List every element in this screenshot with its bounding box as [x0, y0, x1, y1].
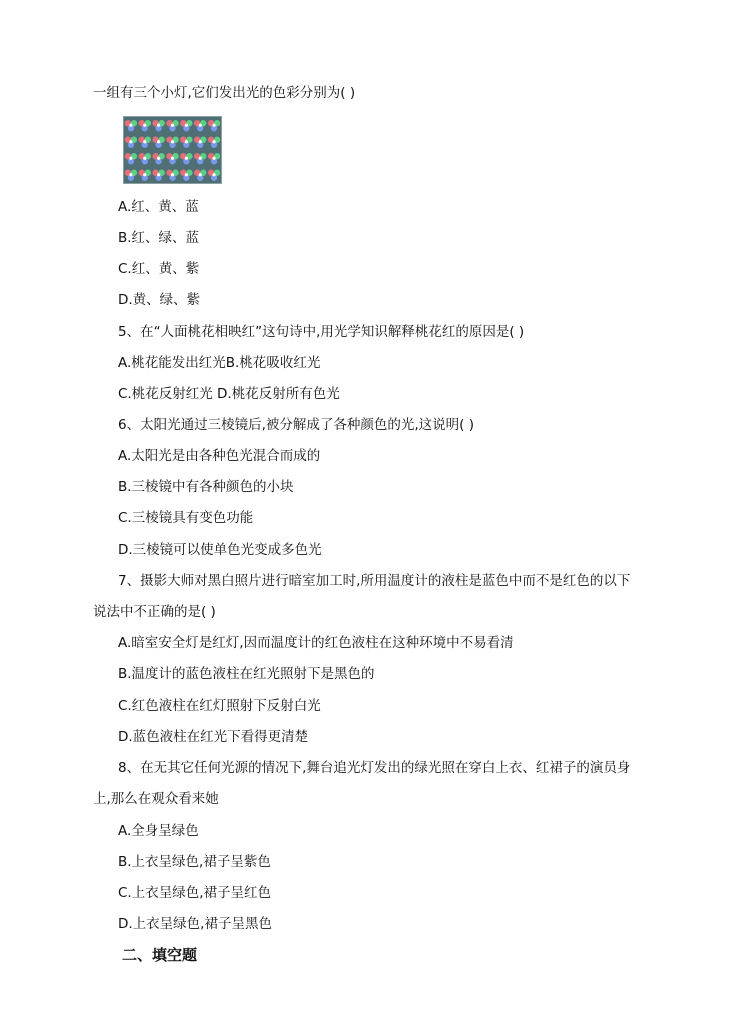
light-core — [157, 157, 160, 160]
q8-option-a: A.全身呈绿色 — [118, 823, 199, 839]
q5-options-ab: A.桃花能发出红光B.桃花吸收红光 — [118, 355, 321, 371]
light-core — [185, 173, 188, 176]
light-core — [171, 140, 174, 143]
q6-option-a: A.太阳光是由各种色光混合而成的 — [118, 448, 321, 464]
light-core — [129, 124, 132, 127]
q7-option-c: C.红色液柱在红灯照射下反射白光 — [118, 698, 321, 714]
q7-option-d: D.蓝色液柱在红光下看得更清楚 — [118, 729, 309, 745]
q6-stem: 6、太阳光通过三棱镜后,被分解成了各种颜色的光,这说明( ) — [118, 417, 474, 433]
q8-stem-line-2: 上,那么在观众看来她 — [93, 791, 219, 807]
light-core — [157, 124, 160, 127]
light-core — [199, 173, 202, 176]
light-core — [143, 140, 146, 143]
q7-option-b: B.温度计的蓝色液柱在红光照射下是黑色的 — [118, 666, 375, 682]
light-core — [143, 124, 146, 127]
q4-option-d: D.黄、绿、紫 — [118, 292, 201, 308]
q5-options-cd: C.桃花反射红光 D.桃花反射所有色光 — [118, 386, 340, 402]
light-core — [212, 157, 215, 160]
q7-option-a: A.暗室安全灯是红灯,因而温度计的红色液柱在这种环境中不易看清 — [118, 635, 514, 651]
q8-stem-line-1: 8、在无其它任何光源的情况下,舞台追光灯发出的绿光照在穿白上衣、红裙子的演员身 — [118, 760, 631, 776]
light-core — [157, 140, 160, 143]
light-core — [143, 173, 146, 176]
light-core — [129, 140, 132, 143]
q4-option-a: A.红、黄、蓝 — [118, 199, 199, 215]
light-core — [171, 173, 174, 176]
light-core — [171, 124, 174, 127]
light-core — [212, 124, 215, 127]
light-core — [199, 140, 202, 143]
q7-stem-line-2: 说法中不正确的是( ) — [93, 604, 216, 620]
q4-option-c: C.红、黄、紫 — [118, 261, 200, 277]
light-core — [129, 157, 132, 160]
light-core — [199, 124, 202, 127]
light-core — [157, 173, 160, 176]
light-core — [129, 173, 132, 176]
light-core — [212, 140, 215, 143]
lights-grid — [124, 117, 221, 183]
q8-option-b: B.上衣呈绿色,裙子呈紫色 — [118, 854, 271, 870]
q8-option-d: D.上衣呈绿色,裙子呈黑色 — [118, 916, 272, 932]
q6-option-c: C.三棱镜具有变色功能 — [118, 510, 254, 526]
q4-option-b: B.红、绿、蓝 — [118, 230, 200, 246]
section-heading-fill-in-blank: 二、填空题 — [122, 946, 198, 964]
light-core — [212, 173, 215, 176]
light-core — [185, 157, 188, 160]
q6-option-d: D.三棱镜可以使单色光变成多色光 — [118, 542, 322, 558]
three-lights-image — [123, 116, 222, 184]
q6-option-b: B.三棱镜中有各种颜色的小块 — [118, 479, 294, 495]
q5-stem: 5、在“人面桃花相映红”这句诗中,用光学知识解释桃花红的原因是( ) — [118, 324, 525, 340]
q4-stem: 一组有三个小灯,它们发出光的色彩分别为( ) — [93, 85, 356, 101]
light-core — [143, 157, 146, 160]
q7-stem-line-1: 7、摄影大师对黑白照片进行暗室加工时,所用温度计的液柱是蓝色中而不是红色的以下 — [118, 573, 631, 589]
light-core — [199, 157, 202, 160]
q8-option-c: C.上衣呈绿色,裙子呈红色 — [118, 885, 272, 901]
light-core — [171, 157, 174, 160]
light-core — [185, 140, 188, 143]
light-core — [185, 124, 188, 127]
